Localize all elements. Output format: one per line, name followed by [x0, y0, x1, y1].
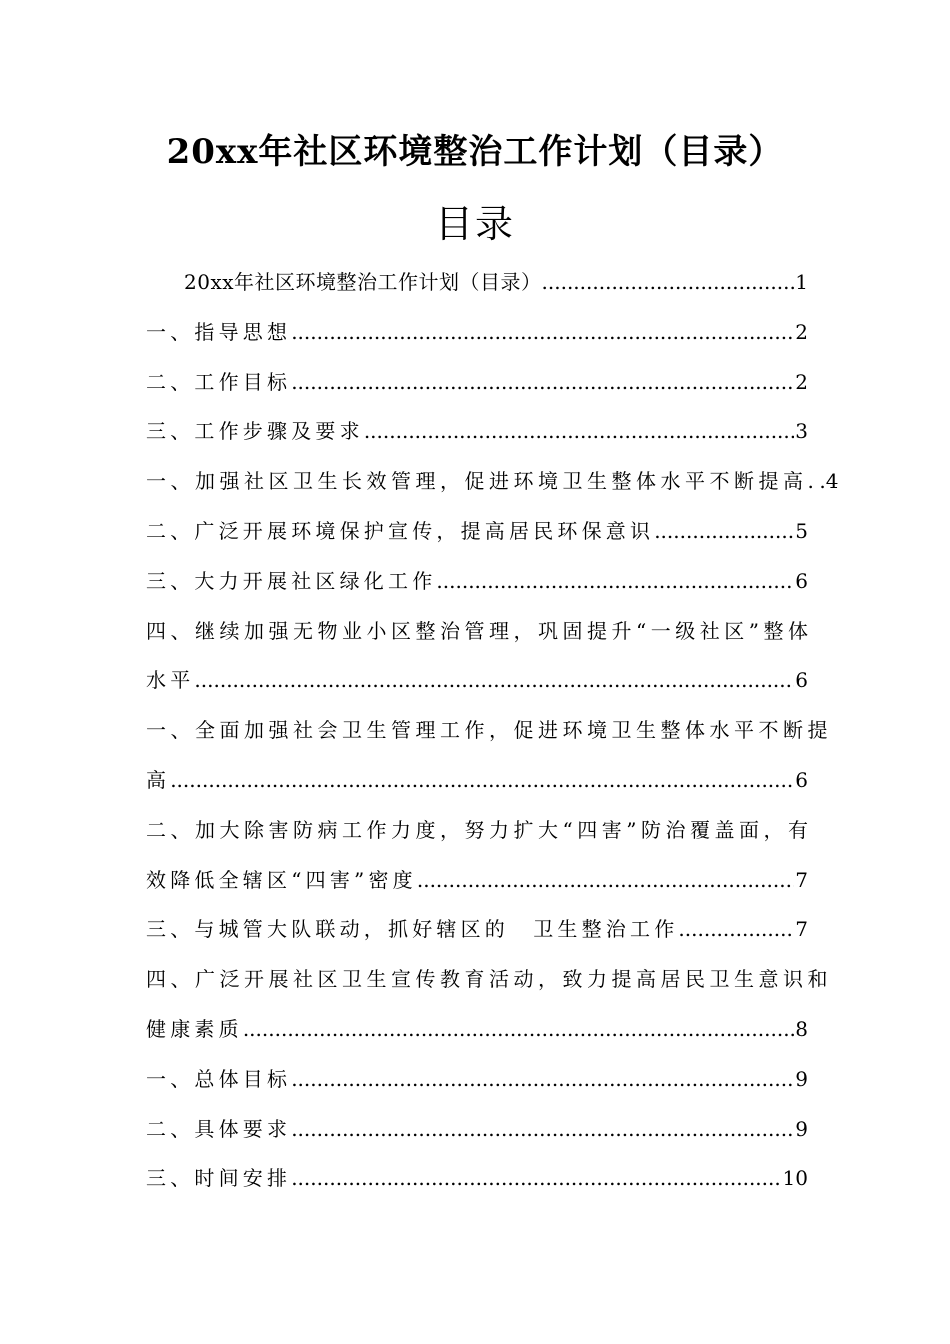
toc-entry-text: 二、广泛开展环境保护宣传，提高居民环保意识 — [146, 518, 655, 543]
toc-entry-text: 水平 — [146, 668, 195, 693]
toc-entry-line-2[interactable] — [146, 656, 808, 706]
table-of-contents — [146, 258, 839, 1204]
toc-dot-leader — [291, 358, 794, 408]
toc-entry-text: 三、与城管大队联动，抓好辖区的 卫生整治工作 — [146, 917, 679, 942]
toc-page-number: 1 — [795, 270, 808, 294]
toc-page-number: 7 — [795, 917, 808, 942]
toc-entry-line-1[interactable] — [146, 955, 832, 1005]
toc-entry-text: 高 — [146, 767, 171, 792]
toc-entry-text: 四、继续加强无物业小区整治管理，巩固提升“一级社区”整体 — [146, 618, 813, 643]
toc-page-number: 6 — [795, 668, 808, 693]
toc-entry-text: 一、全面加强社会卫生管理工作，促进环境卫生整体水平不断提 — [146, 718, 832, 743]
toc-page-number: 2 — [795, 369, 808, 394]
toc-dot-leader — [291, 1105, 794, 1155]
toc-entry-line-2[interactable] — [146, 1005, 808, 1055]
toc-entry[interactable] — [146, 1154, 808, 1204]
toc-entry-text: 三、大力开展社区绿化工作 — [146, 568, 437, 593]
toc-dot-leader — [678, 905, 794, 955]
toc-entry[interactable] — [146, 1105, 808, 1155]
toc-dot-leader — [417, 856, 794, 906]
toc-page-number: 6 — [795, 568, 808, 593]
toc-entry[interactable] — [146, 905, 808, 955]
toc-entry-line-2[interactable] — [146, 856, 808, 906]
toc-dot-leader — [170, 756, 794, 806]
toc-dot-leader — [243, 1005, 794, 1055]
toc-entry[interactable] — [146, 358, 808, 408]
toc-entry-line-1[interactable] — [146, 706, 832, 756]
toc-dot-leader — [364, 407, 794, 457]
toc-entry-text: 二、加大除害防病工作力度，努力扩大“四害”防治覆盖面，有 — [146, 817, 813, 842]
toc-entry-text: 一、加强社区卫生长效管理，促进环境卫生整体水平不断提高. — [146, 469, 819, 494]
toc-dot-leader — [291, 1154, 781, 1204]
toc-entry-text: 四、广泛开展社区卫生宣传教育活动，致力提高居民卫生意识和 — [146, 967, 832, 992]
toc-page-number: 2 — [795, 319, 808, 344]
toc-entry-text: 一、指导思想 — [146, 319, 292, 344]
toc-entry-line-2[interactable] — [146, 756, 808, 806]
toc-entry-text: 20xx年社区环境整治工作计划（目录） — [184, 270, 542, 294]
toc-heading: 目录 — [434, 202, 515, 246]
toc-entry-text: 一、总体目标 — [146, 1066, 292, 1091]
toc-dot-leader — [542, 258, 795, 308]
toc-page-number: 10 — [782, 1166, 808, 1191]
toc-page-number: 8 — [795, 1016, 808, 1041]
toc-entry-text: 三、工作步骤及要求 — [146, 419, 364, 444]
toc-dot-leader — [654, 507, 794, 557]
toc-page-number: 9 — [795, 1066, 808, 1091]
toc-dot-leader — [291, 308, 794, 358]
toc-entry[interactable] — [146, 1055, 808, 1105]
toc-page-number: 9 — [795, 1116, 808, 1141]
toc-entry[interactable] — [146, 407, 808, 457]
toc-entry[interactable] — [146, 557, 808, 607]
toc-entry-text: 效降低全辖区“四害”密度 — [146, 867, 417, 892]
toc-entry-text: 二、工作目标 — [146, 369, 292, 394]
toc-page-number: 6 — [795, 767, 808, 792]
toc-entry-line-1[interactable] — [146, 607, 813, 657]
toc-entry-line-1[interactable] — [146, 806, 813, 856]
toc-entry[interactable] — [146, 507, 808, 557]
toc-entry[interactable] — [146, 308, 808, 358]
toc-entry-text: 二、具体要求 — [146, 1116, 292, 1141]
toc-entry[interactable] — [146, 258, 808, 308]
toc-entry-text: 健康素质 — [146, 1016, 243, 1041]
document-title: 20xx年社区环境整治工作计划（目录） — [166, 132, 784, 172]
toc-page-number: .4 — [819, 469, 839, 494]
toc-page-number: 7 — [795, 867, 808, 892]
toc-entry-text: 三、时间安排 — [146, 1166, 292, 1191]
toc-page-number: 3 — [795, 419, 808, 444]
toc-dot-leader — [194, 656, 794, 706]
toc-entry[interactable] — [146, 457, 839, 507]
toc-page-number: 5 — [795, 518, 808, 543]
toc-dot-leader — [291, 1055, 794, 1105]
toc-dot-leader — [436, 557, 794, 607]
